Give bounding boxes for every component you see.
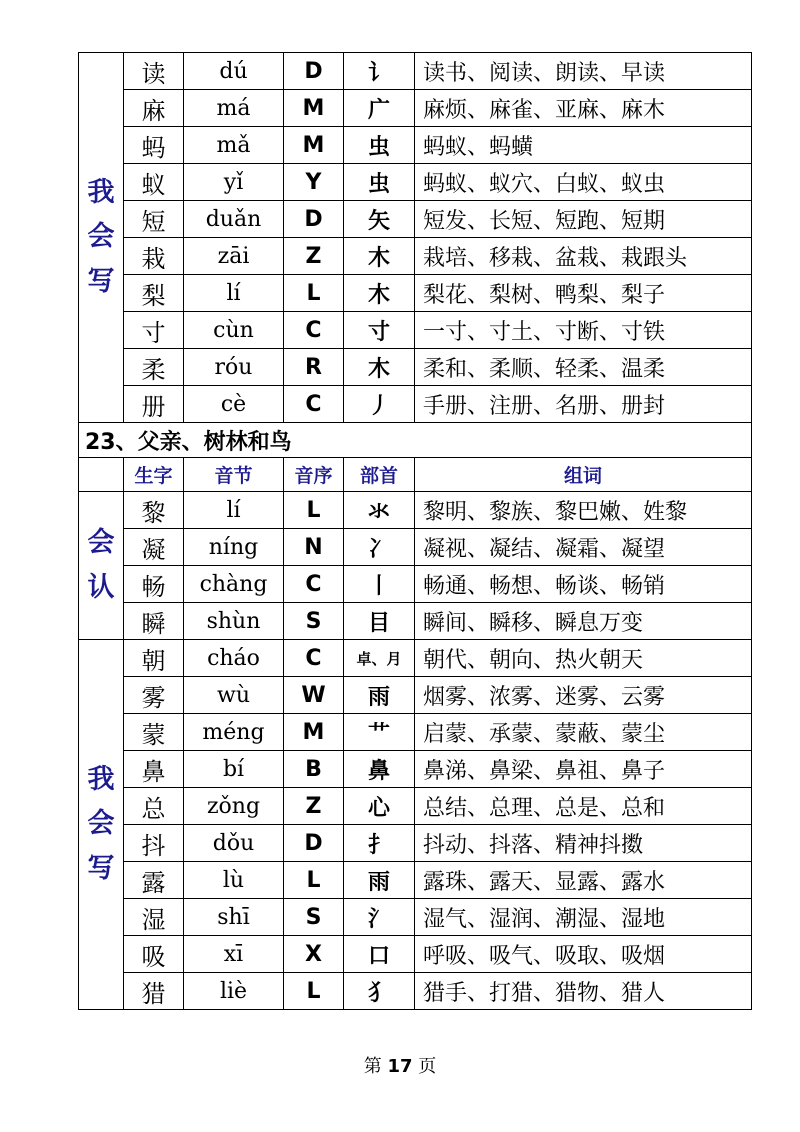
char-cell: 露 bbox=[124, 862, 184, 899]
order-cell: S bbox=[284, 899, 344, 936]
order-cell: X bbox=[284, 936, 344, 973]
table-row bbox=[79, 127, 752, 164]
words-cell: 短发、长短、短跑、短期 bbox=[415, 201, 752, 238]
page-number: 17 bbox=[387, 1056, 413, 1077]
table-row bbox=[79, 312, 752, 349]
vocabulary-table bbox=[78, 52, 752, 1010]
block1-section bbox=[79, 53, 752, 423]
pinyin-cell: wù bbox=[184, 677, 284, 714]
order-cell: L bbox=[284, 862, 344, 899]
pinyin-cell: cùn bbox=[184, 312, 284, 349]
order-cell: C bbox=[284, 566, 344, 603]
order-cell: L bbox=[284, 973, 344, 1010]
char-cell: 寸 bbox=[124, 312, 184, 349]
header-group-cell bbox=[79, 458, 124, 492]
table-row bbox=[79, 90, 752, 127]
pinyin-cell: níng bbox=[184, 529, 284, 566]
words-cell: 凝视、凝结、凝霜、凝望 bbox=[415, 529, 752, 566]
radical-cell: 虫 bbox=[344, 127, 415, 164]
header-words: 组词 bbox=[415, 458, 752, 492]
radical-cell: 讠 bbox=[344, 53, 415, 90]
radical-cell: 木 bbox=[344, 238, 415, 275]
char-cell: 梨 bbox=[124, 275, 184, 312]
radical-cell: 艹 bbox=[344, 714, 415, 751]
order-cell: D bbox=[284, 201, 344, 238]
table-row bbox=[79, 386, 752, 423]
words-cell: 朝代、朝向、热火朝天 bbox=[415, 640, 752, 677]
radical-cell: 口 bbox=[344, 936, 415, 973]
words-cell: 湿气、湿润、潮湿、湿地 bbox=[415, 899, 752, 936]
radical-cell: 扌 bbox=[344, 825, 415, 862]
char-cell: 吸 bbox=[124, 936, 184, 973]
char-cell: 雾 bbox=[124, 677, 184, 714]
char-cell: 湿 bbox=[124, 899, 184, 936]
char-cell: 猎 bbox=[124, 973, 184, 1010]
words-cell: 一寸、寸土、寸断、寸铁 bbox=[415, 312, 752, 349]
words-cell: 手册、注册、名册、册封 bbox=[415, 386, 752, 423]
char-cell: 短 bbox=[124, 201, 184, 238]
words-cell: 瞬间、瞬移、瞬息万变 bbox=[415, 603, 752, 640]
words-cell: 黎明、黎族、黎巴嫩、姓黎 bbox=[415, 492, 752, 529]
table-row bbox=[79, 936, 752, 973]
radical-cell: 雨 bbox=[344, 677, 415, 714]
words-cell: 抖动、抖落、精神抖擞 bbox=[415, 825, 752, 862]
radical-cell: 木 bbox=[344, 349, 415, 386]
words-cell: 猎手、打猎、猎物、猎人 bbox=[415, 973, 752, 1010]
header-order: 音序 bbox=[284, 458, 344, 492]
table-row bbox=[79, 973, 752, 1010]
table-row bbox=[79, 825, 752, 862]
lesson-title-row bbox=[79, 423, 752, 458]
order-cell: C bbox=[284, 386, 344, 423]
pinyin-cell: chàng bbox=[184, 566, 284, 603]
pinyin-cell: lí bbox=[184, 492, 284, 529]
order-cell: D bbox=[284, 53, 344, 90]
pinyin-cell: bí bbox=[184, 751, 284, 788]
char-cell: 麻 bbox=[124, 90, 184, 127]
pinyin-cell: mǎ bbox=[184, 127, 284, 164]
pinyin-cell: shī bbox=[184, 899, 284, 936]
words-cell: 烟雾、浓雾、迷雾、云雾 bbox=[415, 677, 752, 714]
order-cell: Z bbox=[284, 788, 344, 825]
table-row bbox=[79, 201, 752, 238]
group-label: 会 认 bbox=[79, 492, 124, 640]
radical-cell: 虫 bbox=[344, 164, 415, 201]
radical-cell: 鼻 bbox=[344, 751, 415, 788]
order-cell: M bbox=[284, 714, 344, 751]
pinyin-cell: má bbox=[184, 90, 284, 127]
order-cell: M bbox=[284, 90, 344, 127]
block3-section bbox=[79, 640, 752, 1010]
radical-cell: 犭 bbox=[344, 973, 415, 1010]
words-cell: 梨花、梨树、鸭梨、梨子 bbox=[415, 275, 752, 312]
char-cell: 朝 bbox=[124, 640, 184, 677]
table-row bbox=[79, 862, 752, 899]
pinyin-cell: cè bbox=[184, 386, 284, 423]
table-row bbox=[79, 899, 752, 936]
words-cell: 畅通、畅想、畅谈、畅销 bbox=[415, 566, 752, 603]
pinyin-cell: duǎn bbox=[184, 201, 284, 238]
radical-cell: 寸 bbox=[344, 312, 415, 349]
char-cell: 柔 bbox=[124, 349, 184, 386]
words-cell: 读书、阅读、朗读、早读 bbox=[415, 53, 752, 90]
order-cell: L bbox=[284, 492, 344, 529]
words-cell: 露珠、露天、显露、露水 bbox=[415, 862, 752, 899]
order-cell: W bbox=[284, 677, 344, 714]
radical-cell: 目 bbox=[344, 603, 415, 640]
order-cell: D bbox=[284, 825, 344, 862]
table-row bbox=[79, 492, 752, 529]
order-cell: Z bbox=[284, 238, 344, 275]
words-cell: 麻烦、麻雀、亚麻、麻木 bbox=[415, 90, 752, 127]
words-cell: 蚂蚁、蚂蟥 bbox=[415, 127, 752, 164]
words-cell: 呼吸、吸气、吸取、吸烟 bbox=[415, 936, 752, 973]
table-row bbox=[79, 238, 752, 275]
char-cell: 蚂 bbox=[124, 127, 184, 164]
char-cell: 总 bbox=[124, 788, 184, 825]
pinyin-cell: lù bbox=[184, 862, 284, 899]
pinyin-cell: zāi bbox=[184, 238, 284, 275]
order-cell: N bbox=[284, 529, 344, 566]
page-footer bbox=[0, 1052, 800, 1078]
table-row bbox=[79, 788, 752, 825]
words-cell: 栽培、移栽、盆栽、栽跟头 bbox=[415, 238, 752, 275]
table-row bbox=[79, 275, 752, 312]
radical-cell: 冫 bbox=[344, 529, 415, 566]
pinyin-cell: lí bbox=[184, 275, 284, 312]
order-cell: Y bbox=[284, 164, 344, 201]
char-cell: 黎 bbox=[124, 492, 184, 529]
table-row bbox=[79, 677, 752, 714]
table-row bbox=[79, 603, 752, 640]
table-row bbox=[79, 566, 752, 603]
radical-cell: 丨 bbox=[344, 566, 415, 603]
radical-cell: 广 bbox=[344, 90, 415, 127]
table-row bbox=[79, 714, 752, 751]
order-cell: M bbox=[284, 127, 344, 164]
char-cell: 蚁 bbox=[124, 164, 184, 201]
table-row bbox=[79, 751, 752, 788]
pinyin-cell: zǒng bbox=[184, 788, 284, 825]
radical-cell: 卓、月 bbox=[344, 640, 415, 677]
order-cell: S bbox=[284, 603, 344, 640]
pinyin-cell: xī bbox=[184, 936, 284, 973]
header-pinyin: 音节 bbox=[184, 458, 284, 492]
header-char: 生字 bbox=[124, 458, 184, 492]
words-cell: 鼻涕、鼻梁、鼻祖、鼻子 bbox=[415, 751, 752, 788]
table-row bbox=[79, 349, 752, 386]
lesson-section bbox=[79, 423, 752, 492]
char-cell: 抖 bbox=[124, 825, 184, 862]
table-row bbox=[79, 164, 752, 201]
block2-section bbox=[79, 492, 752, 640]
page-prefix: 第 bbox=[363, 1056, 382, 1077]
char-cell: 栽 bbox=[124, 238, 184, 275]
char-cell: 瞬 bbox=[124, 603, 184, 640]
table-row bbox=[79, 529, 752, 566]
words-cell: 启蒙、承蒙、蒙蔽、蒙尘 bbox=[415, 714, 752, 751]
header-radical: 部首 bbox=[344, 458, 415, 492]
radical-cell: 氵 bbox=[344, 899, 415, 936]
pinyin-cell: shùn bbox=[184, 603, 284, 640]
words-cell: 柔和、柔顺、轻柔、温柔 bbox=[415, 349, 752, 386]
pinyin-cell: méng bbox=[184, 714, 284, 751]
radical-cell: 雨 bbox=[344, 862, 415, 899]
char-cell: 畅 bbox=[124, 566, 184, 603]
words-cell: 总结、总理、总是、总和 bbox=[415, 788, 752, 825]
group-label: 我 会 写 bbox=[79, 640, 124, 1010]
radical-cell: 木 bbox=[344, 275, 415, 312]
radical-cell: 矢 bbox=[344, 201, 415, 238]
radical-cell: 丿 bbox=[344, 386, 415, 423]
order-cell: C bbox=[284, 640, 344, 677]
pinyin-cell: dǒu bbox=[184, 825, 284, 862]
char-cell: 鼻 bbox=[124, 751, 184, 788]
group-label: 我 会 写 bbox=[79, 53, 124, 423]
radical-cell: 氺 bbox=[344, 492, 415, 529]
char-cell: 读 bbox=[124, 53, 184, 90]
pinyin-cell: cháo bbox=[184, 640, 284, 677]
pinyin-cell: róu bbox=[184, 349, 284, 386]
table-row bbox=[79, 53, 752, 90]
order-cell: C bbox=[284, 312, 344, 349]
words-cell: 蚂蚁、蚁穴、白蚁、蚁虫 bbox=[415, 164, 752, 201]
char-cell: 凝 bbox=[124, 529, 184, 566]
table-row bbox=[79, 640, 752, 677]
radical-cell: 心 bbox=[344, 788, 415, 825]
column-header-row bbox=[79, 458, 752, 492]
order-cell: B bbox=[284, 751, 344, 788]
char-cell: 蒙 bbox=[124, 714, 184, 751]
pinyin-cell: liè bbox=[184, 973, 284, 1010]
order-cell: L bbox=[284, 275, 344, 312]
page-suffix: 页 bbox=[418, 1056, 437, 1077]
order-cell: R bbox=[284, 349, 344, 386]
pinyin-cell: yǐ bbox=[184, 164, 284, 201]
lesson-title: 23、父亲、树林和鸟 bbox=[79, 423, 752, 458]
pinyin-cell: dú bbox=[184, 53, 284, 90]
char-cell: 册 bbox=[124, 386, 184, 423]
